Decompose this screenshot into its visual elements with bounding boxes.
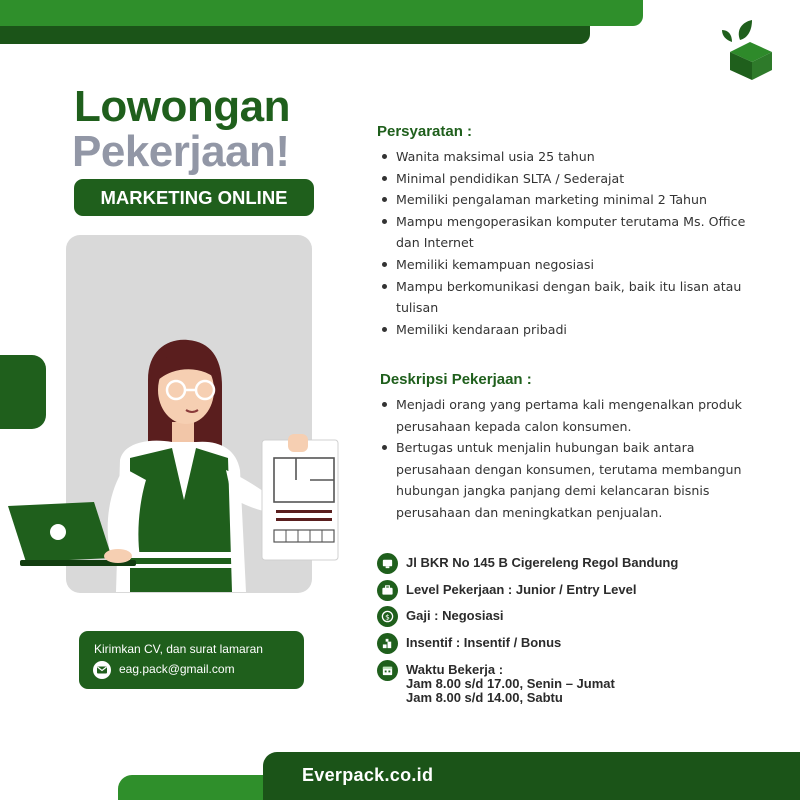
list-item: Memiliki kemampuan negosiasi — [379, 254, 759, 276]
info-row-address — [377, 553, 678, 574]
info-row-level — [377, 580, 636, 601]
top-bar-light — [0, 0, 643, 26]
calendar-icon — [377, 660, 398, 681]
list-item: Memiliki kendaraan pribadi — [379, 319, 759, 341]
hours-text — [406, 663, 615, 705]
list-item: Mampu mengoperasikan komputer terutama Ms. Office dan Internet — [379, 211, 759, 254]
list-item: Wanita maksimal usia 25 tahun — [379, 146, 759, 168]
location-icon — [377, 553, 398, 574]
level-text: Level Pekerjaan : Junior / Entry Level — [406, 582, 637, 597]
hours-saturday: Jam 8.00 s/d 14.00, Sabtu — [406, 690, 563, 705]
salary-text: Gaji : Negosiasi — [406, 608, 504, 623]
job-description-title: Deskripsi Pekerjaan : — [380, 371, 532, 388]
list-item: Bertugas untuk menjalin hubungan baik antara perusahaan dengan konsumen, terutama membangun hubungan jangka panjang demi kelancaran bisnis perusahaan dan meningkatkan penjualan. — [379, 437, 759, 523]
hours-label: Waktu Bekerja : — [406, 662, 504, 677]
mail-icon — [93, 661, 111, 679]
headline-line-1: Lowongan — [74, 82, 290, 131]
money-icon — [377, 606, 398, 627]
list-item: Menjadi orang yang pertama kali mengenalkan produk perusahaan kepada calon konsumen. — [379, 394, 759, 437]
list-item: Minimal pendidikan SLTA / Sederajat — [379, 168, 759, 190]
woman-illustration — [0, 330, 340, 600]
contact-box — [79, 631, 304, 689]
info-row-salary — [377, 606, 504, 627]
logo-box-icon — [718, 16, 778, 82]
site-name[interactable]: Everpack.co.id — [302, 765, 434, 785]
top-bar-dark — [0, 26, 590, 44]
contact-text: Kirimkan CV, dan surat lamaran — [94, 642, 263, 656]
requirements-title: Persyaratan : — [377, 123, 473, 140]
svg-text:$: $ — [385, 612, 390, 622]
requirements-list — [379, 146, 759, 340]
list-item: Memiliki pengalaman marketing minimal 2 Tahun — [379, 189, 759, 211]
info-row-incentive — [377, 633, 561, 654]
hours-weekday: Jam 8.00 s/d 17.00, Senin – Jumat — [406, 676, 615, 691]
job-description-list — [379, 394, 759, 524]
position-badge: MARKETING ONLINE — [74, 179, 314, 216]
contact-email[interactable]: eag.pack@gmail.com — [119, 662, 235, 676]
info-row-hours — [377, 660, 615, 705]
coins-icon — [377, 633, 398, 654]
address-text: Jl BKR No 145 B Cigereleng Regol Bandung — [406, 555, 679, 570]
list-item: Mampu berkomunikasi dengan baik, baik itu lisan atau tulisan — [379, 276, 759, 319]
headline-line-2: Pekerjaan! — [72, 127, 290, 176]
incentive-text: Insentif : Insentif / Bonus — [406, 635, 562, 650]
briefcase-icon — [377, 580, 398, 601]
